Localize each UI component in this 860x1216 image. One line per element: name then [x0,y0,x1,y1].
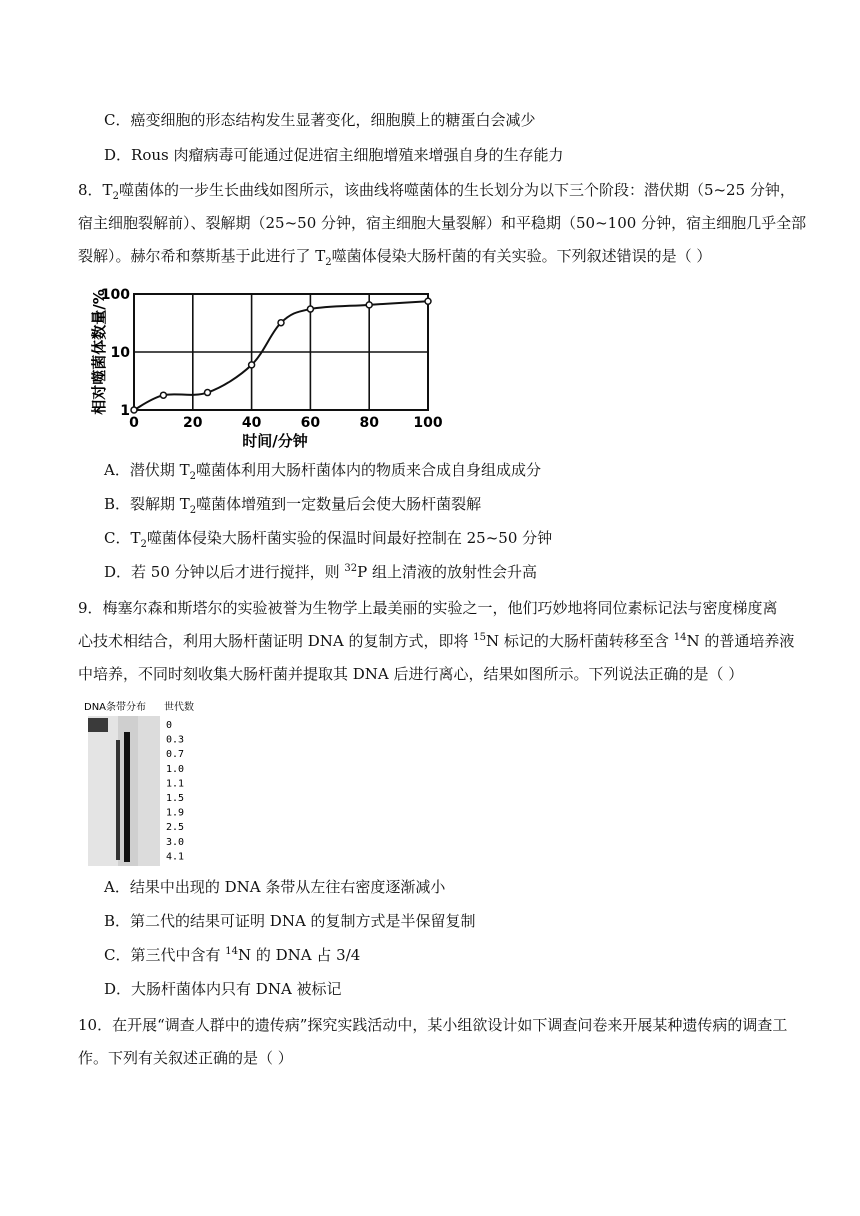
data-point [278,320,284,326]
light-band [116,740,120,860]
x-axis-label: 时间/分钟 [242,432,308,450]
dna-band-header: DNA条带分布 [84,702,147,713]
q9-option-a: A．结果中出现的 DNA 条带从左往右密度逐渐减小 [104,878,446,896]
q9-stem-line3: 中培养，不同时刻收集大肠杆菌并提取其 DNA 后进行离心，结果如图所示。下列说法正确的是（ ） [78,665,744,683]
q9-stem-line1: 9．梅塞尔森和斯塔尔的实验被誉为生物学上最美丽的实验之一，他们巧妙地将同位素标记法与密度梯度离 [78,599,778,617]
q10-stem-line2: 作。下列有关叙述正确的是（ ） [78,1049,293,1067]
generation-label: 4.1 [166,851,185,863]
y-tick-label: 100 [100,287,130,303]
generation-label: 1.9 [166,807,185,819]
generation-label: 0.3 [166,734,185,746]
q8-option-c: C．$T_2$噬菌体侵染大肠杆菌实验的保温时间最好控制在 25~50 分钟 [104,529,553,550]
y-axis-label: 相对噬菌体数量/% [90,289,108,415]
growth-curve [134,301,428,410]
q10-stem-line1: 10．在开展“调查人群中的遗传病”探究实践活动中，某小组欲设计如下调查问卷来开展某种遗传病的调查工 [78,1016,788,1034]
data-point [131,407,137,413]
generation-label: 1.0 [166,763,185,775]
x-tick-label: 0 [129,415,139,431]
x-tick-label: 100 [413,415,443,431]
data-point [307,306,313,312]
heavy-band [88,718,108,732]
q7-option-d: D．Rous 肉瘤病毒可能通过促进宿主细胞增殖来增强自身的生存能力 [104,146,564,164]
data-points [131,298,431,413]
chart-grid [134,294,428,410]
q9-option-c: C．第三代中含有 $^{14}$N 的 DNA 占 3/4 [104,946,361,964]
q8-stem-line3: 裂解）。赫尔希和蔡斯基于此进行了 $T_2$噬菌体侵染大肠杆菌的有关实验。下列叙述错误的是（ ） [78,247,712,268]
generation-label: 2.5 [166,822,185,834]
generation-label: 0.7 [166,749,185,761]
generation-label: 0 [166,720,173,731]
q9-stem-line2: 心技术相结合，利用大肠杆菌证明 DNA 的复制方式，即将 $^{15}$N 标记的大肠杆菌转移至含 $^{14}$N 的普通培养液 [78,632,795,650]
x-tick-labels [129,415,443,431]
q8-stem-line1: 8．$T_2$噬菌体的一步生长曲线如图所示，该曲线将噬菌体的生长划分为以下三个阶段：潜伏期（5~25 分钟， [78,181,795,202]
data-point [160,392,166,398]
generation-label: 1.1 [166,778,185,790]
x-tick-label: 60 [300,415,321,431]
data-point [366,302,372,308]
data-point [425,298,431,304]
generation-labels [166,720,184,862]
generation-header: 世代数 [164,702,194,713]
generation-label: 3.0 [166,836,185,848]
y-tick-label: 10 [110,345,130,361]
q8-stem-line2: 宿主细胞裂解前）、裂解期（25~50 分钟，宿主细胞大量裂解）和平稳期（50~100 分钟，宿主细胞几乎全部 [78,214,807,232]
q8-option-d: D．若 50 分钟以后才进行搅拌，则 $^{32}$P 组上清液的放射性会升高 [104,563,538,581]
data-point [249,362,255,368]
hybrid-band [124,732,130,862]
data-point [205,390,211,396]
x-tick-label: 20 [183,415,203,431]
q8-option-a: A．潜伏期 $T_2$噬菌体利用大肠杆菌体内的物质来合成自身组成成分 [104,461,541,482]
q9-option-b: B．第二代的结果可证明 DNA 的复制方式是半保留复制 [104,912,476,930]
generation-label: 1.5 [166,793,185,804]
x-tick-label: 40 [241,415,262,431]
q7-option-c: C．癌变细胞的形态结构发生显著变化，细胞膜上的糖蛋白会减少 [104,111,536,129]
x-tick-label: 80 [359,415,379,431]
dna-band-figure [84,700,214,870]
y-tick-label: 1 [120,403,130,419]
q9-option-d: D．大肠杆菌体内只有 DNA 被标记 [104,980,342,998]
phage-growth-chart [88,282,448,452]
q8-option-b: B．裂解期 $T_2$噬菌体增殖到一定数量后会使大肠杆菌裂解 [104,495,482,516]
